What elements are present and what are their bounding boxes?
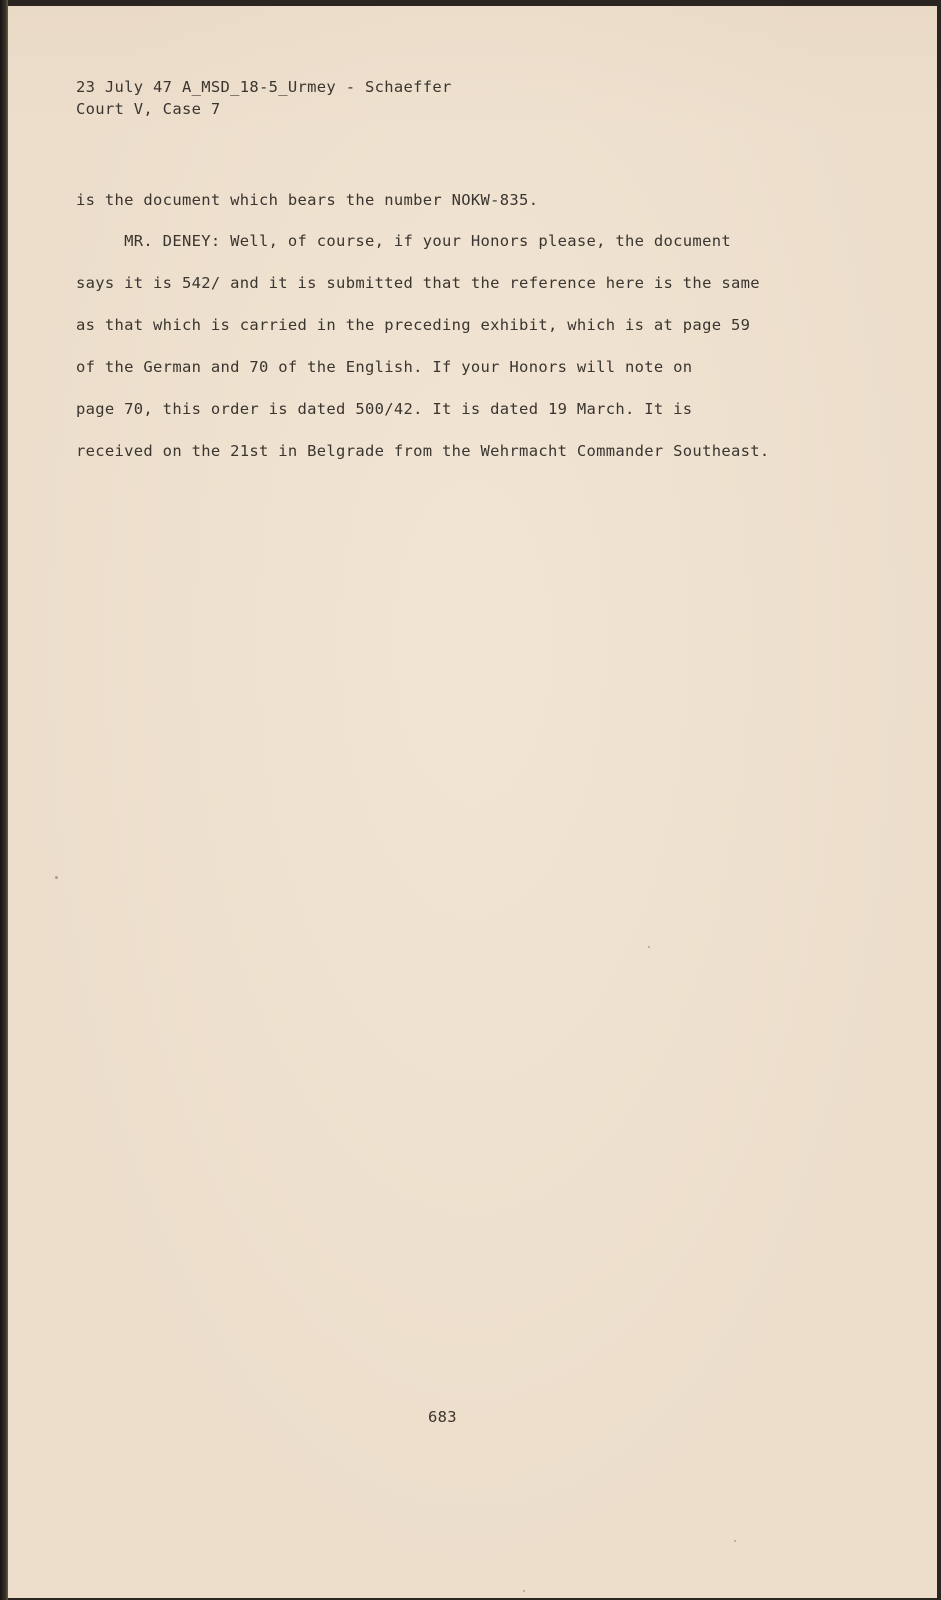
header-line-date-reference: 23 July 47 A_MSD_18-5_Urmey - Schaeffer [76, 78, 452, 96]
paper-speck [523, 1590, 525, 1592]
document-header [76, 76, 452, 120]
page-edge-shadow [0, 0, 8, 1600]
transcript-line: says it is 542/ and it is submitted that the reference here is the same [76, 274, 760, 292]
transcript-line: received on the 21st in Belgrade from the Wehrmacht Commander Southeast. [76, 442, 770, 460]
header-line-court-case: Court V, Case 7 [76, 100, 221, 118]
paper-speck [55, 876, 58, 879]
paper-speck [648, 946, 650, 948]
paper-speck [734, 1540, 736, 1542]
transcript-line: page 70, this order is dated 500/42. It is dated 19 March. It is [76, 400, 693, 418]
transcript-body [76, 180, 836, 472]
transcript-line: of the German and 70 of the English. If your Honors will note on [76, 358, 693, 376]
page-number: 683 [428, 1408, 457, 1426]
transcript-line: is the document which bears the number NOKW-835. [76, 191, 539, 209]
transcript-line: as that which is carried in the preceding exhibit, which is at page 59 [76, 316, 751, 334]
document-page [8, 6, 937, 1598]
transcript-line: MR. DENEY: Well, of course, if your Honors please, the document [76, 232, 731, 250]
